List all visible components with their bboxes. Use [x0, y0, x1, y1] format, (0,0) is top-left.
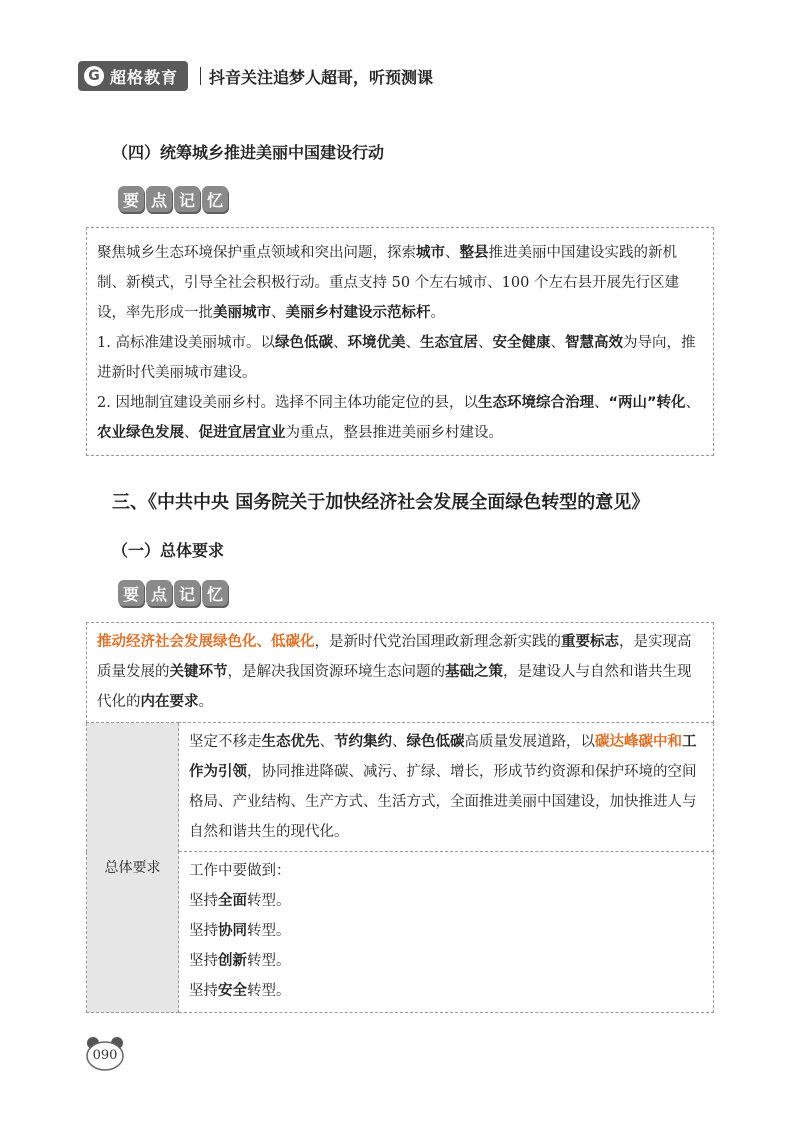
requirements-path-cell: 坚定不移走生态优先、节约集约、绿色低碳高质量发展道路，以碳达峰碳中和工作为引领，协同推进降碳、减污、扩绿、增长，形成节约资源和保护环境的空间格局、产业结构、生产方式、生活方式，全面推进美丽中国建设，加快推进人与自然和谐共生的现代化。	[179, 723, 714, 852]
badge-char: 要	[118, 186, 144, 212]
list-item: 坚持全面转型。	[189, 893, 291, 909]
paragraph-beautiful-village: 2. 因地制宜建设美丽乡村。选择不同主体功能定位的县，以生态环境综合治理、“两山”转化、农业绿色发展、促进宜居宜业为重点，整县推进美丽乡村建设。	[97, 395, 701, 441]
list-item: 坚持安全转型。	[189, 983, 291, 999]
table-row	[87, 623, 714, 723]
brand-logo-icon: G	[84, 66, 104, 86]
list-item: 坚持创新转型。	[189, 953, 291, 969]
brand-name: 超格教育	[110, 67, 179, 87]
key-points-box	[86, 227, 714, 456]
header-slogan: 抖音关注追梦人超哥，听预测课	[209, 67, 434, 87]
section-3-title: 三、《中共中央 国务院关于加快经济社会发展全面绿色转型的意见》	[112, 492, 650, 513]
requirements-label-cell: 总体要求	[87, 723, 179, 1013]
section-3-subtitle: （一）总体要求	[112, 541, 225, 560]
header-divider	[200, 67, 201, 85]
section-4-title: （四）统筹城乡推进美丽中国建设行动	[112, 143, 385, 162]
table-row	[87, 723, 714, 852]
badge-char: 忆	[202, 186, 228, 212]
paragraph-beautiful-city: 1. 高标准建设美丽城市。以绿色低碳、环境优美、生态宜居、安全健康、智慧高效为导向，推进新时代美丽城市建设。	[97, 335, 696, 381]
requirements-principles-cell	[179, 852, 714, 1013]
key-points-badge	[118, 186, 228, 212]
brand-logo	[78, 61, 188, 91]
key-points-badge	[118, 580, 228, 606]
badge-char: 点	[146, 580, 172, 606]
page-number: 090	[92, 1048, 118, 1063]
paragraph-intro: 聚焦城乡生态环境保护重点领域和突出问题，探索城市、整县推进美丽中国建设实践的新机制、新模式，引导全社会积极行动。重点支持 50 个左右城市、100 个左右县开展先行区建设，率先形成一批美丽城市、美丽乡村建设示范标杆。	[97, 245, 679, 321]
badge-char: 记	[174, 580, 200, 606]
badge-char: 记	[174, 186, 200, 212]
requirements-table	[86, 622, 714, 1013]
requirements-intro-cell: 推动经济社会发展绿色化、低碳化，是新时代党治国理政新理念新实践的重要标志，是实现高质量发展的关键环节，是解决我国资源环境生态问题的基础之策，是建设人与自然和谐共生现代化的内在要求。	[87, 623, 714, 723]
badge-char: 要	[118, 580, 144, 606]
badge-char: 忆	[202, 580, 228, 606]
page-header	[78, 60, 433, 92]
principles-lead: 工作中要做到：	[189, 863, 291, 879]
badge-char: 点	[146, 186, 172, 212]
table-row	[87, 852, 714, 1013]
list-item: 坚持协同转型。	[189, 923, 291, 939]
page-number-badge	[84, 1034, 126, 1072]
